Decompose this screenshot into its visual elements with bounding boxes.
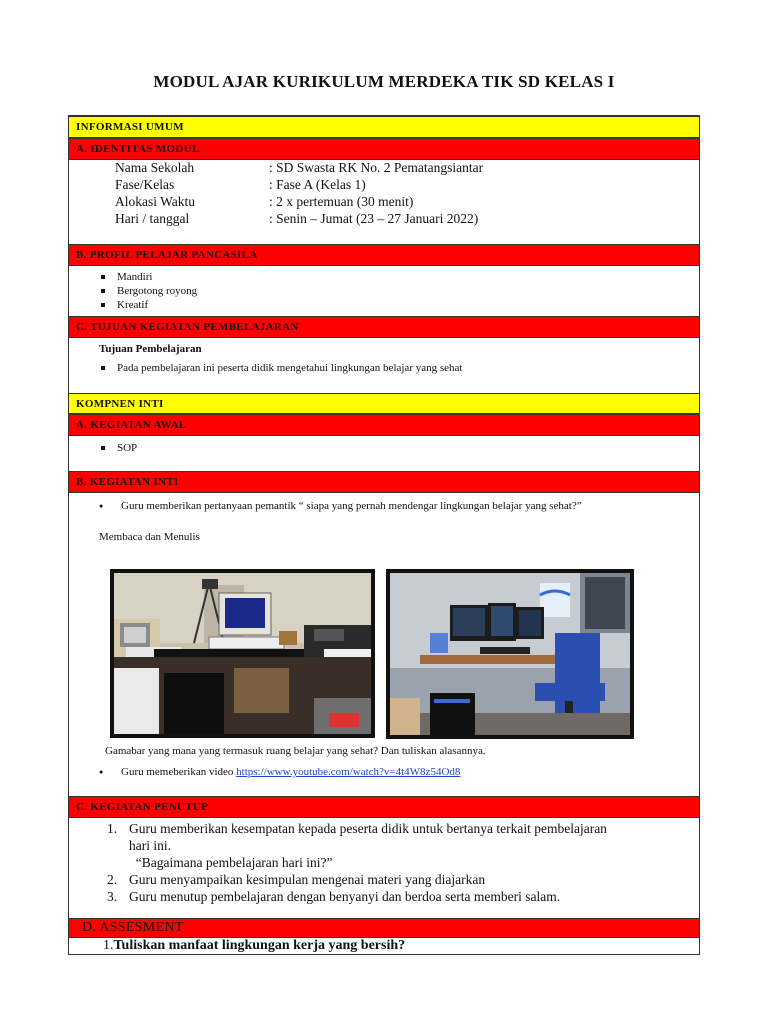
section-komponen-inti [69,393,699,414]
video-instruction: ● Guru memeberikan video https://www.youtube.com/watch?v=4t4W8z54Od8 [121,766,460,778]
section-profil-pelajar [69,244,699,266]
list-item: Pada pembelajaran ini peserta didik mengetahui lingkungan belajar yang sehat [99,361,462,375]
kegiatan-awal-list [99,441,137,455]
section-label: C. TUJUAN KEGIATAN PEMBELAJARAN [76,321,299,333]
tujuan-heading: Tujuan Pembelajaran [99,343,202,355]
penutup-list [107,820,607,905]
module-table [68,115,700,955]
section-informasi-umum [69,116,699,138]
section-label: INFORMASI UMUM [76,121,184,133]
tidy-computer-desk-photo [386,569,634,739]
section-kegiatan-inti [69,471,699,493]
identitas-block [69,160,699,244]
section-label: KOMPNEN INTI [76,397,164,410]
section-label: B. PROFIL PELAJAR PANCASILA [76,249,258,261]
messy-computer-room-photo [110,569,375,738]
list-item: hari ini. [129,838,171,853]
image-caption: Gamabar yang mana yang termasuk ruang belajar yang sehat? Dan tuliskan alasannya. [105,745,486,757]
tujuan-list [99,361,462,375]
list-item: 1. Guru memberikan kesempatan kepada peserta didik untuk bertanya terkait pembelajaran [107,821,607,836]
section-label: B. KEGIATAN INTI [76,476,179,488]
section-kegiatan-penutup [69,796,699,818]
section-tujuan [69,316,699,338]
list-item: Bergotong royong [99,284,197,298]
kegiatan-inti-subheading: Membaca dan Menulis [99,531,200,543]
section-kegiatan-awal [69,414,699,436]
section-label: D. ASSESMENT [82,920,184,935]
list-item: 2. Guru menyampaikan kesimpulan mengenai materi yang diajarkan [107,872,486,887]
profil-list [99,270,197,312]
identitas-row: Fase/Kelas : Fase A (Kelas 1) [115,177,366,192]
section-label: C. KEGIATAN PENUTUP [76,801,209,813]
list-item: “Bagaimana pembelajaran hari ini?” [129,855,333,870]
list-item: Mandiri [99,270,197,284]
list-item: Kreatif [99,298,197,312]
assesment-question: 1.Tuliskan manfaat lingkungan kerja yang bersih? [103,938,406,953]
kegiatan-inti-question: ● Guru memberikan pertanyaan pemantik “ siapa yang pernah mendengar lingkungan belajar yang sehat?” [121,500,582,512]
section-label: A. IDENTITAS MODUL [76,143,200,155]
section-assesment [69,918,699,938]
section-identitas-modul [69,138,699,160]
video-link[interactable]: https://www.youtube.com/watch?v=4t4W8z54Od8 [236,766,461,778]
identitas-row: Nama Sekolah : SD Swasta RK No. 2 Pematangsiantar [115,160,484,175]
section-label: A. KEGIATAN AWAL [76,419,187,431]
identitas-row: Alokasi Waktu : 2 x pertemuan (30 menit) [115,194,414,209]
document-title: MODUL AJAR KURIKULUM MERDEKA TIK SD KELAS I [153,72,615,91]
identitas-row: Hari / tanggal : Senin – Jumat (23 – 27 Januari 2022) [115,211,479,226]
list-item: 3. Guru menutup pembelajaran dengan benyanyi dan berdoa serta memberi salam. [107,889,561,904]
list-item: SOP [99,441,137,455]
